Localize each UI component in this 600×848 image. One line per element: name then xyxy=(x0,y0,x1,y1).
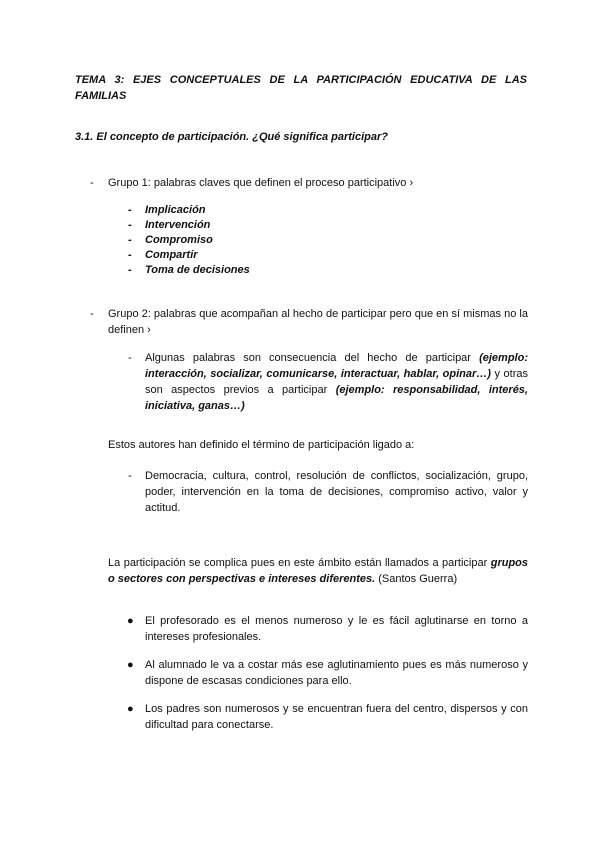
complication-paragraph: La participación se complica pues en este ámbito están llamados a participar grupos o sectores con perspectivas e intereses diferentes. (Santos Guerra) xyxy=(108,557,528,585)
list-dash: - xyxy=(128,204,132,216)
authors-dash: - xyxy=(128,470,132,482)
group1-text: Grupo 1: palabras claves que definen el proceso participativo › xyxy=(108,177,414,189)
list-dash: - xyxy=(128,264,132,276)
bullet-marker: ● xyxy=(127,615,134,627)
section-heading: 3.1. El concepto de participación. ¿Qué significa participar? xyxy=(75,131,388,143)
bullet-marker: ● xyxy=(127,659,134,671)
bullet-profesorado: El profesorado es el menos numeroso y le es fácil aglutinarse en torno a intereses profesionales. xyxy=(145,615,528,643)
emphasis-examples-2: (ejemplo: responsabilidad, interés, iniciativa, ganas…) xyxy=(145,384,528,412)
group2-dash: - xyxy=(90,308,94,320)
emphasis-groups: grupos o sectores con perspectivas e intereses diferentes. xyxy=(108,557,528,585)
group2-sub-dash: - xyxy=(128,352,132,364)
list-dash: - xyxy=(128,219,132,231)
list-dash: - xyxy=(128,234,132,246)
bullet-marker: ● xyxy=(127,703,134,715)
group2-sub-text: Algunas palabras son consecuencia del hecho de participar (ejemplo: interacción, socializar, comunicarse, interactuar, hablar, opinar…) y otras son aspectos previos a participar (ejemplo: responsabilidad, interés, iniciativa, ganas…) xyxy=(145,352,528,412)
document-title: TEMA 3: EJES CONCEPTUALES DE LA PARTICIPACIÓN EDUCATIVA DE LAS FAMILIAS xyxy=(75,74,527,102)
bullet-alumnado: Al alumnado le va a costar más ese aglutinamiento pues es más numeroso y dispone de escasas condiciones para ello. xyxy=(145,659,528,687)
group2-text: Grupo 2: palabras que acompañan al hecho de participar pero que en sí mismas no la definen › xyxy=(108,308,528,336)
group1-dash: - xyxy=(90,177,94,189)
emphasis-examples-1: (ejemplo: interacción, socializar, comunicarse, interactuar, hablar, opinar…) xyxy=(145,352,528,380)
bullet-padres: Los padres son numerosos y se encuentran fuera del centro, dispersos y con dificultad para conectarse. xyxy=(145,703,528,731)
document-page: TEMA 3: EJES CONCEPTUALES DE LA PARTICIPACIÓN EDUCATIVA DE LAS FAMILIAS 3.1. El concepto de participación. ¿Qué significa participar? - Grupo 1: palabras claves que definen el proceso participativo › - Implicación - Intervención - Compromiso - Compartir - Toma de decisiones - Grupo 2: palabras que acompañan al hecho de participar pero que en sí mismas no la definen › - Algunas palabras son consecuencia del hecho de participar (ejemplo: interacción, socializar, comunicarse, interactuar, hablar, opinar…) y otras son aspectos previos a participar (ejemplo: responsabilidad, interés, iniciativa, ganas…) Estos autores han definido el término de participación ligado a: - Democracia, cultura, control, resolución de conflictos, socialización, grupo, poder, intervención en la toma de decisiones, compromiso activo, valor y actitud. La participación se complica pues en este ámbito están llamados a participar grupos o sectores con perspectivas e intereses diferentes. (Santos Guerra) ● El profesorado es el menos numeroso y le es fácil aglutinarse en torno a intereses profesionales. ● Al alumnado le va a costar más ese aglutinamiento pues es más numeroso y dispone de escasas condiciones para ello. ● Los padres son numerosos y se encuentran fuera del centro, dispersos y con dificultad para conectarse. xyxy=(75,74,528,731)
authors-intro: Estos autores han definido el término de participación ligado a: xyxy=(108,439,415,451)
authors-item-text: Democracia, cultura, control, resolución de conflictos, socialización, grupo, poder, intervención en la toma de decisiones, compromiso activo, valor y actitud. xyxy=(145,470,528,514)
list-dash: - xyxy=(128,249,132,261)
